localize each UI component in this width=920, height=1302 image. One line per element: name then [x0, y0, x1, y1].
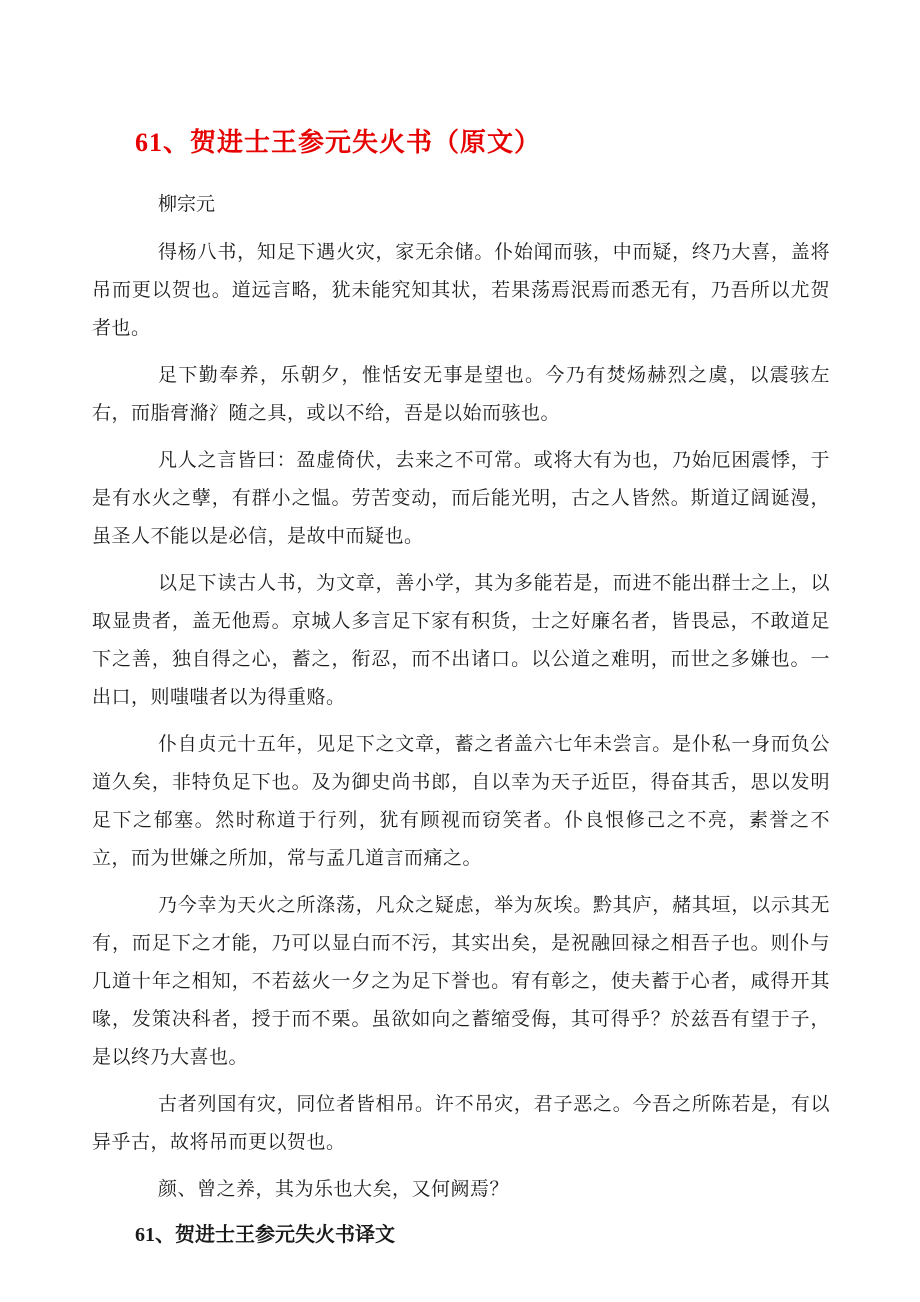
paragraph: 足下勤奉养，乐朝夕，惟恬安无事是望也。今乃有焚炀赫烈之虞，以震骇左右，而脂膏滫氵随之具，或以不给，吾是以始而骇也。: [92, 365, 830, 424]
paragraph: 以足下读古人书，为文章，善小学，其为多能若是，而进不能出群士之上，以取显贵者，盖无他焉。京城人多言足下家有积货，士之好廉名者，皆畏忌，不敢道足下之善，独自得之心，蓄之，衔忍，而不出诸口。以公道之难明，而世之多嫌也。一出口，则嗤嗤者以为得重赂。: [92, 573, 830, 708]
paragraph: 仆自贞元十五年，见足下之文章，蓄之者盖六七年未尝言。是仆私一身而负公道久矣，非特负足下也。及为御史尚书郎，自以幸为天子近臣，得奋其舌，思以发明足下之郁塞。然时称道于行列，犹有顾视而窃笑者。仆良恨修己之不亮，素誉之不立，而为世嫌之所加，常与孟几道言而痛之。: [92, 734, 830, 869]
author-name: 柳宗元: [158, 194, 216, 215]
paragraph: 乃今幸为天火之所涤荡，凡众之疑虑，举为灰埃。黔其庐，赭其垣，以示其无有，而足下之才能，乃可以显白而不污，其实出矣，是祝融回禄之相吾子也。则仆与几道十年之相知，不若兹火一夕之为足下誉也。宥有彰之，使夫蓄于心者，咸得开其喙，发策决科者，授于而不栗。虽欲如向之蓄缩受侮，其可得乎？於兹吾有望于子，是以终乃大喜也。: [92, 895, 830, 1068]
document-title: 61、贺进士王参元失火书（原文）: [135, 128, 542, 157]
paragraph: 颜、曾之养，其为乐也大矣，又何阙焉？: [158, 1179, 510, 1200]
paragraph: 得杨八书，知足下遇火灾，家无余储。仆始闻而骇，中而疑，终乃大喜，盖将吊而更以贺也。道远言略，犹未能究知其状，若果荡焉泯焉而悉无有，乃吾所以尤贺者也。: [92, 242, 830, 339]
paragraph: 凡人之言皆曰：盈虚倚伏，去来之不可常。或将大有为也，乃始厄困震悸，于是有水火之孽，有群小之愠。劳苦变动，而后能光明，古之人皆然。斯道辽阔诞漫，虽圣人不能以是必信，是故中而疑也。: [92, 450, 830, 547]
translation-heading: 61、贺进士王参元失火书译文: [135, 1224, 395, 1246]
paragraph: 古者列国有灾，同位者皆相吊。许不吊灾，君子恶之。今吾之所陈若是，有以异乎古，故将吊而更以贺也。: [92, 1094, 830, 1153]
